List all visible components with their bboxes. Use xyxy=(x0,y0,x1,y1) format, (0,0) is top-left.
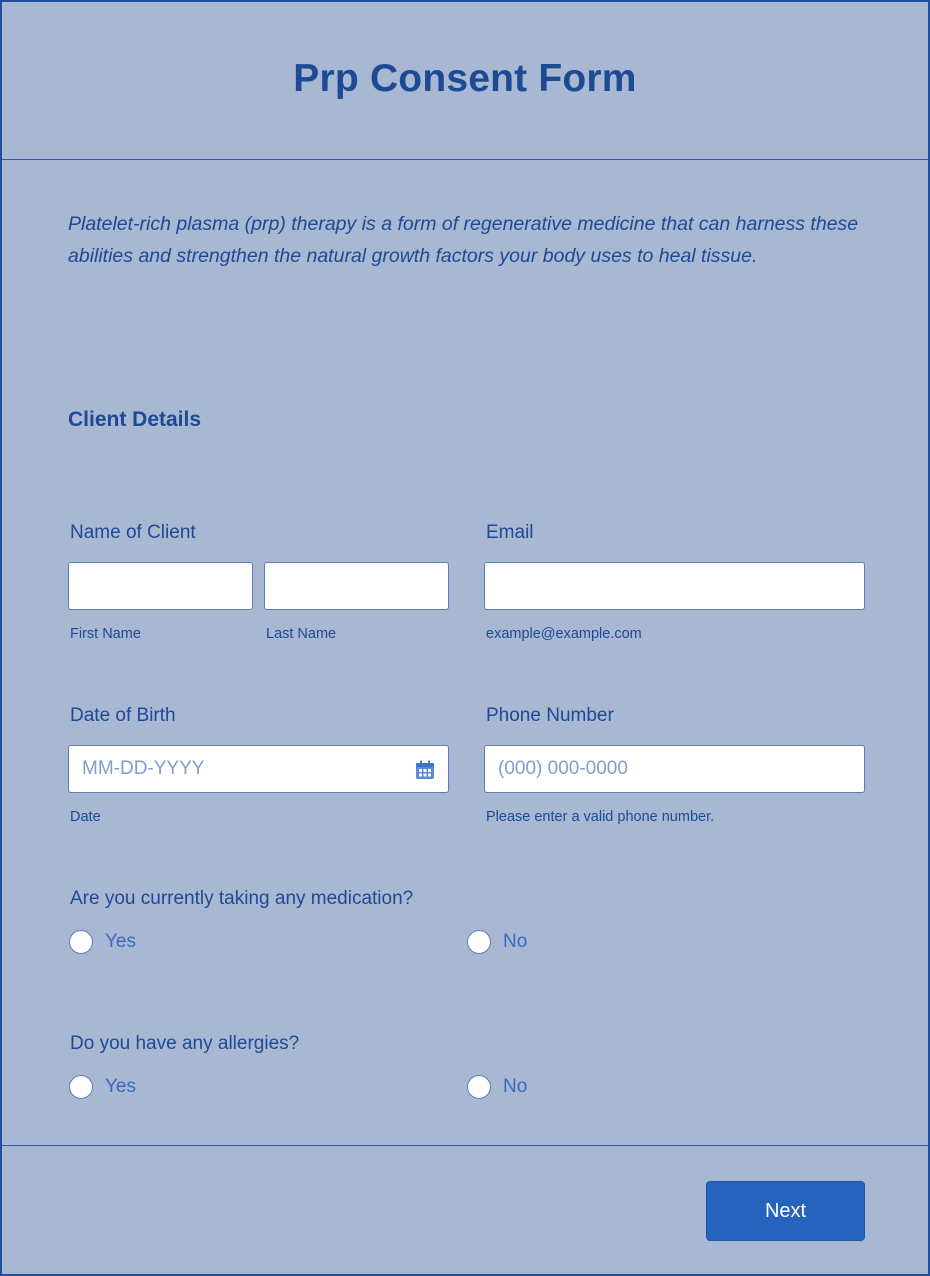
medication-no-radio[interactable] xyxy=(467,930,491,954)
form-title: Prp Consent Form xyxy=(293,56,637,100)
dob-sublabel: Date xyxy=(70,809,101,825)
dob-input[interactable] xyxy=(68,745,449,793)
medication-question: Are you currently taking any medication? xyxy=(70,888,414,909)
name-label: Name of Client xyxy=(70,522,196,543)
next-button[interactable]: Next xyxy=(706,1181,865,1241)
allergies-no-radio[interactable] xyxy=(467,1075,491,1099)
allergies-no-label[interactable]: No xyxy=(503,1076,528,1097)
medication-yes-radio[interactable] xyxy=(69,930,93,954)
phone-label: Phone Number xyxy=(486,705,614,726)
last-name-input[interactable] xyxy=(264,562,449,610)
last-name-sublabel: Last Name xyxy=(266,626,337,642)
form-header xyxy=(2,2,928,160)
email-field[interactable] xyxy=(484,562,865,610)
form-intro: Platelet-rich plasma (prp) therapy is a form of regenerative medicine that can harness these abilities and strengthen the natural growth factors your body uses to heal tissue. xyxy=(68,213,859,267)
phone-sublabel: Please enter a valid phone number. xyxy=(486,809,715,825)
calendar-icon[interactable] xyxy=(415,760,435,780)
allergies-question: Do you have any allergies? xyxy=(70,1033,300,1054)
dob-label: Date of Birth xyxy=(70,705,176,726)
allergies-yes-label[interactable]: Yes xyxy=(105,1076,136,1097)
allergies-yes-radio[interactable] xyxy=(69,1075,93,1099)
medication-yes-label[interactable]: Yes xyxy=(105,931,136,952)
first-name-input[interactable] xyxy=(68,562,253,610)
email-label: Email xyxy=(486,522,534,543)
medication-no-label[interactable]: No xyxy=(503,931,528,952)
email-sublabel: example@example.com xyxy=(486,626,642,642)
footer-divider xyxy=(2,1145,928,1146)
phone-input[interactable] xyxy=(484,745,865,793)
section-title-client-details: Client Details xyxy=(68,408,202,431)
first-name-sublabel: First Name xyxy=(70,626,141,642)
